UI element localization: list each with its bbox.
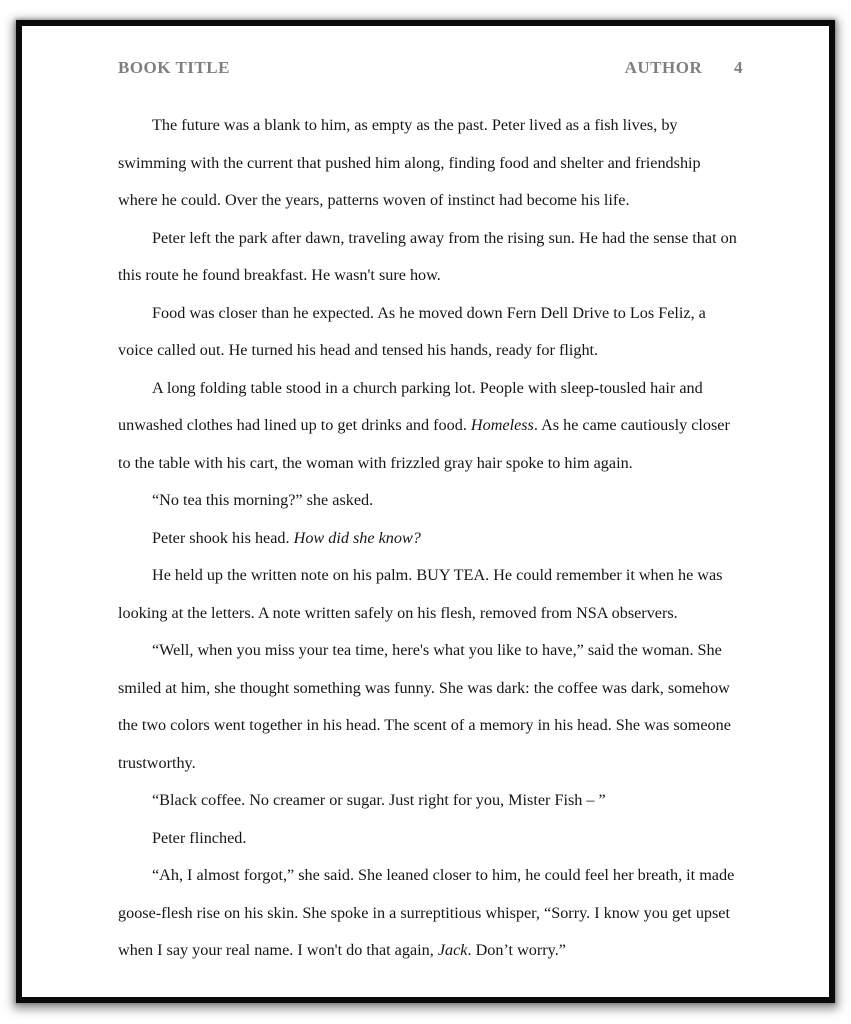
body-text: Peter shook his head. [152,528,294,547]
manuscript-body [118,107,743,970]
running-head [118,58,743,78]
page-number: 4 [734,58,743,77]
italic-text: How did she know? [293,528,421,547]
running-head-right [625,58,743,78]
paragraph [118,295,743,370]
paragraph [118,520,743,558]
body-text: “Well, when you miss your tea time, here's what you like to have,” said the woman. She smiled at him, she thought something was funny. She was dark: the coffee was dark, somehow the two colors went together in his head. The scent of a memory in his head. She was someone trustworthy. [118,641,731,772]
body-text: The future was a blank to him, as empty as the past. Peter lived as a fish lives, by swimming with the current that pushed him along, finding food and shelter and friendship where he could. Over the years, patterns woven of instinct had become his life. [118,116,701,209]
body-text: Food was closer than he expected. As he moved down Fern Dell Drive to Los Feliz, a voice called out. He turned his head and tensed his hands, ready for flight. [118,303,706,359]
paragraph [118,107,743,220]
paragraph [118,482,743,520]
body-text: . As he came cautiously closer to the table with his cart, the woman with frizzled gray hair spoke to him again. [118,416,730,472]
italic-text: Jack [437,941,468,959]
italic-text: Homeless [470,416,534,434]
paragraph [118,820,743,858]
body-text: A long folding table stood in a church parking lot. People with sleep-tousled hair and unwashed clothes had lined up to get drinks and food. [118,378,703,434]
body-text: Peter flinched. [152,828,247,847]
paragraph [118,782,743,820]
body-text: “No tea this morning?” she asked. [152,491,374,509]
body-text: He held up the written note on his palm. BUY TEA. He could remember it when he was looking at the letters. A note written safely on his flesh, removed from NSA observers. [118,566,723,622]
paragraph [118,220,743,295]
body-text: “Black coffee. No creamer or sugar. Just right for you, Mister Fish – ” [152,791,606,809]
page-frame [16,20,835,1003]
paragraph [118,557,743,632]
body-text: “Ah, I almost forgot,” she said. She leaned closer to him, he could feel her breath, it made goose-flesh rise on his skin. She spoke in a surreptitious whisper, “Sorry. I know you get upset when I say your real name. I won't do that again, [118,866,735,959]
running-head-author: AUTHOR [624,58,703,77]
paragraph [118,857,743,970]
body-text: Peter left the park after dawn, traveling away from the rising sun. He had the sense that on this route he found breakfast. He wasn't sure how. [118,228,737,284]
paragraph [118,632,743,782]
paragraph [118,370,743,483]
running-head-book-title: BOOK TITLE [118,58,230,77]
manuscript-page [22,26,829,997]
body-text: . Don’t worry.” [467,941,566,959]
